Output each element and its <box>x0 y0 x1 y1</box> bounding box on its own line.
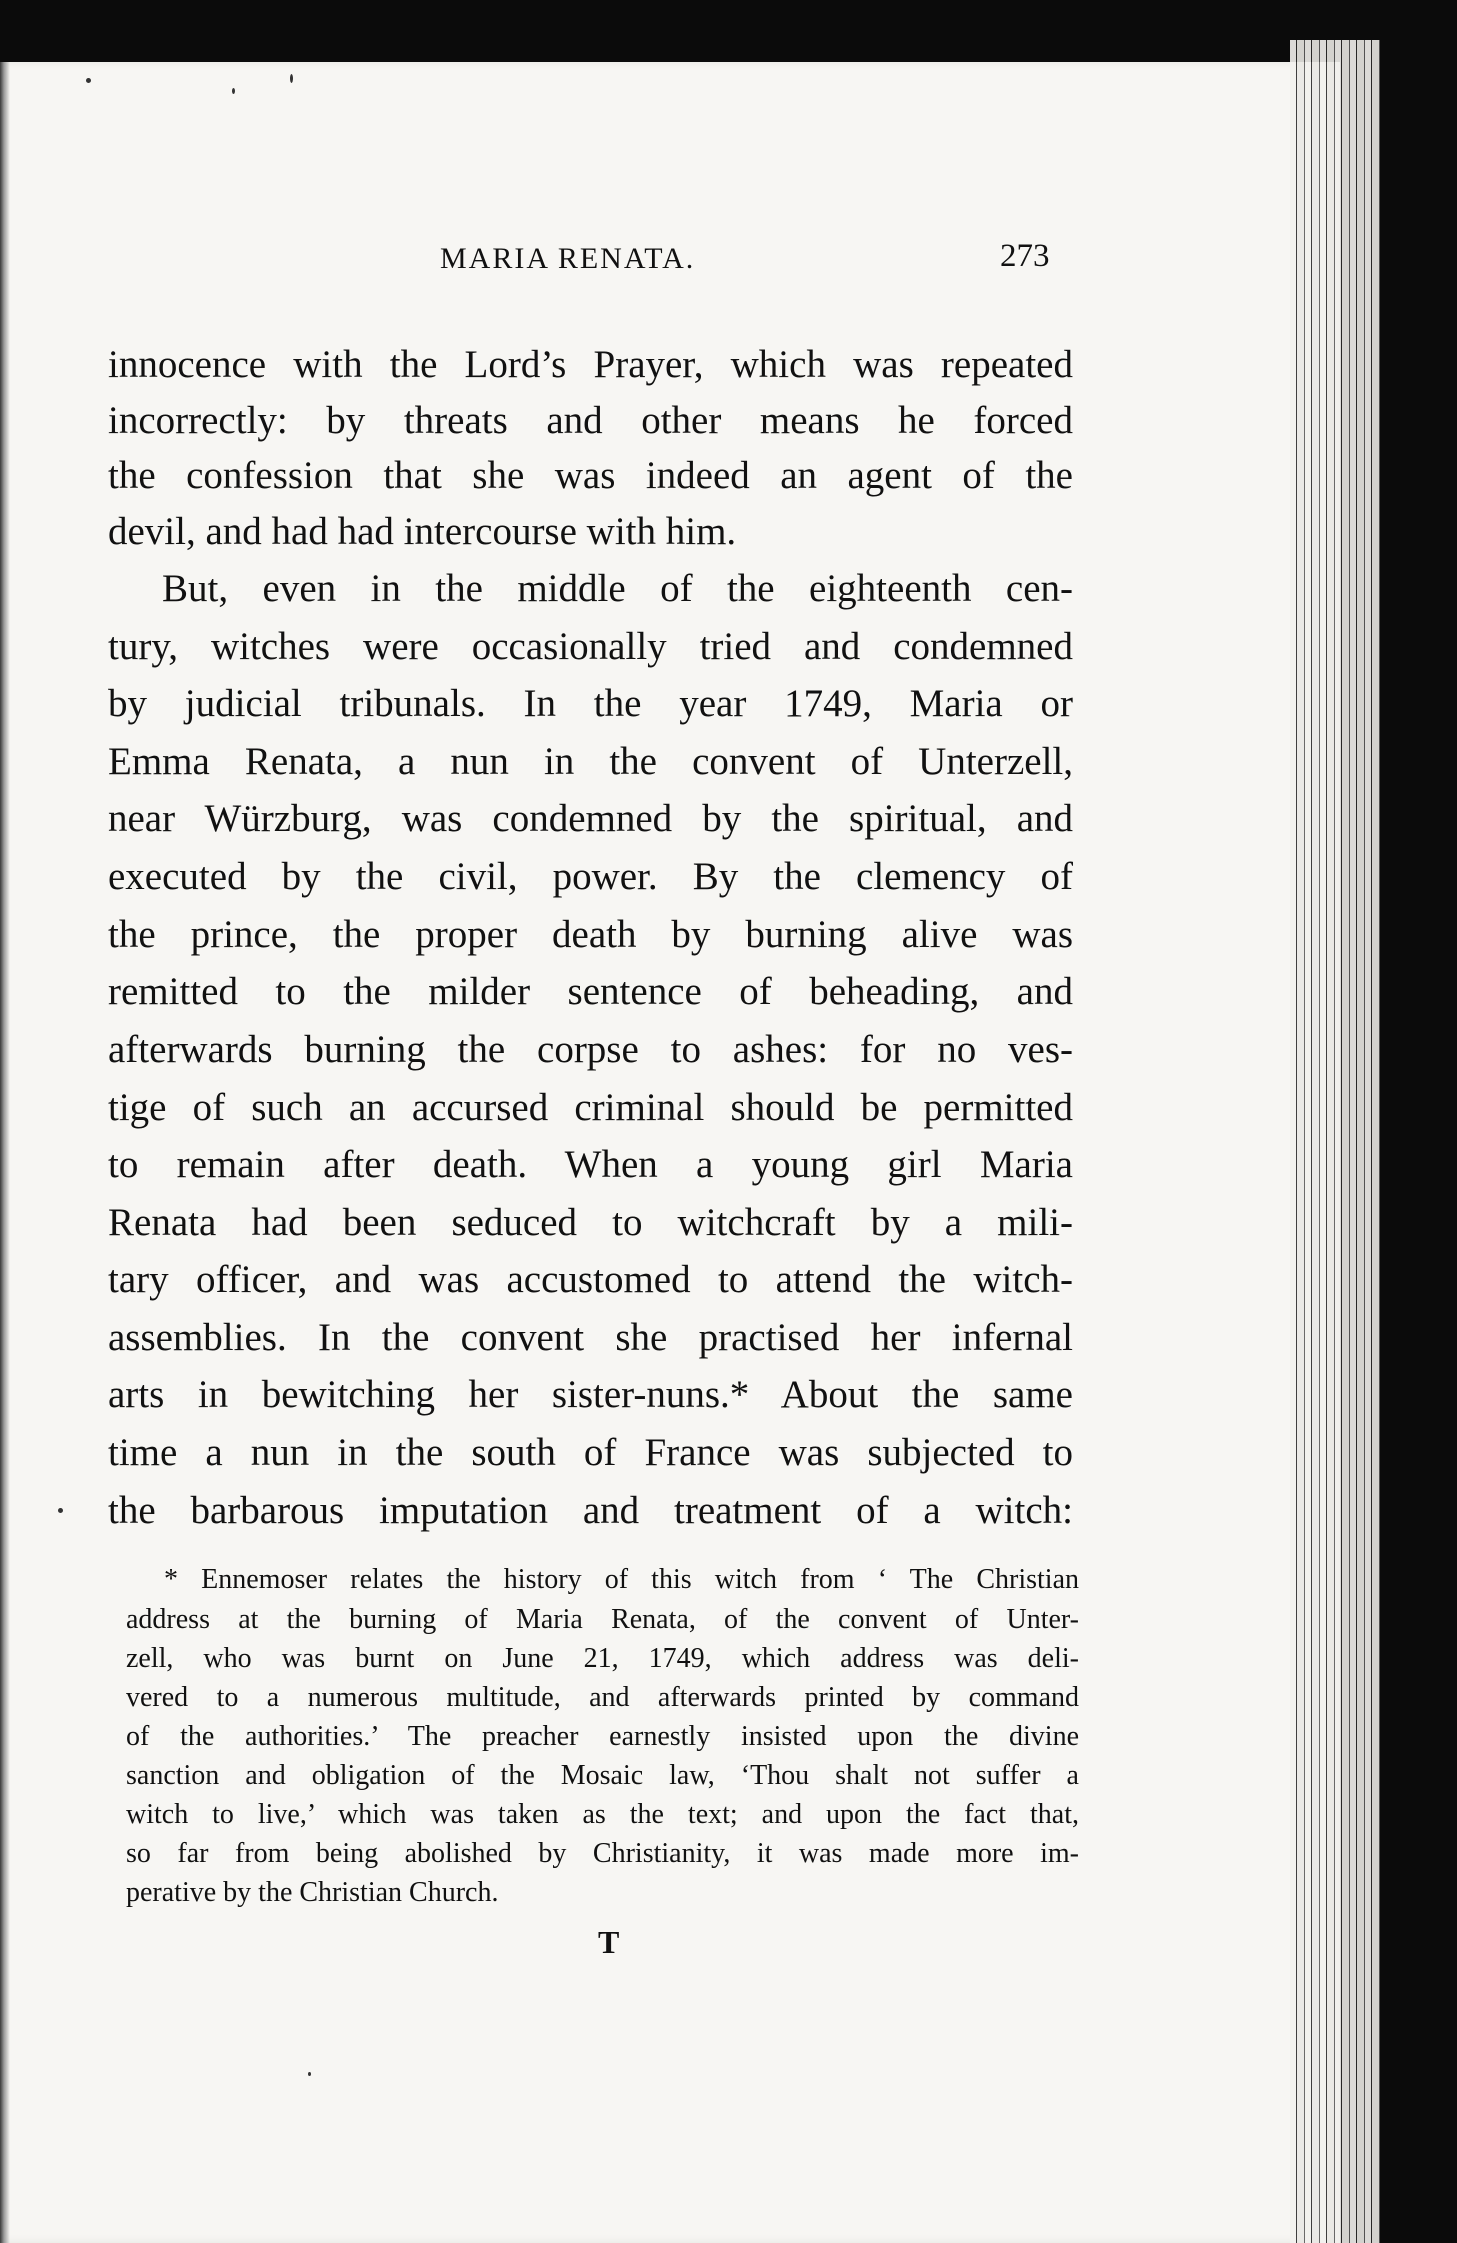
body-line: assemblies. In the convent she practised her infernal <box>108 1316 1073 1359</box>
body-line: Emma Renata, a nun in the convent of Unterzell, <box>108 740 1073 783</box>
body-line: to remain after death. When a young girl Maria <box>108 1143 1073 1186</box>
body-line: innocence with the Lord’s Prayer, which was repeated <box>108 343 1073 386</box>
body-line: the barbarous imputation and treatment of a witch: <box>108 1489 1073 1532</box>
body-line: the confession that she was indeed an agent of the <box>108 454 1073 497</box>
body-line: remitted to the milder sentence of beheading, and <box>108 970 1073 1013</box>
body-line: executed by the civil, power. By the clemency of <box>108 855 1073 898</box>
footnote-line: witch to live,’ which was taken as the text; and upon the fact that, <box>126 1799 1079 1830</box>
body-line: Renata had been seduced to witchcraft by a mili- <box>108 1201 1073 1244</box>
body-line: tige of such an accursed criminal should be permitted <box>108 1086 1073 1129</box>
body-line: tury, witches were occasionally tried and condemned <box>108 625 1073 668</box>
footnote-line: address at the burning of Maria Renata, of the convent of Unter- <box>126 1604 1079 1635</box>
body-line: near Würzburg, was condemned by the spiritual, and <box>108 797 1073 840</box>
body-line: the prince, the proper death by burning alive was <box>108 913 1073 956</box>
stacked-page-edges <box>1290 40 1380 2243</box>
running-head: MARIA RENATA. <box>440 242 696 275</box>
body-line: arts in bewitching her sister-nuns.* About the same <box>108 1373 1073 1416</box>
body-line: time a nun in the south of France was subjected to <box>108 1431 1073 1474</box>
body-line: afterwards burning the corpse to ashes: for no ves- <box>108 1028 1073 1071</box>
footnote-line: vered to a numerous multitude, and afterwards printed by command <box>126 1682 1079 1713</box>
footnote-line: so far from being abolished by Christianity, it was made more im- <box>126 1838 1079 1869</box>
scan-speck <box>58 1508 63 1513</box>
body-line: by judicial tribunals. In the year 1749, Maria or <box>108 682 1073 725</box>
body-line: But, even in the middle of the eighteenth cen- <box>162 567 1073 610</box>
body-line: tary officer, and was accustomed to attend the witch- <box>108 1258 1073 1301</box>
footnote-line: zell, who was burnt on June 21, 1749, which address was deli- <box>126 1643 1079 1674</box>
signature-mark: T <box>598 1924 620 1960</box>
page-number: 273 <box>1000 238 1050 274</box>
footnote-line: sanction and obligation of the Mosaic law, ‘Thou shalt not suffer a <box>126 1760 1079 1791</box>
footnote-line: perative by the Christian Church. <box>126 1877 499 1908</box>
scan-speck <box>308 2072 311 2076</box>
body-line: devil, and had had intercourse with him. <box>108 510 737 553</box>
footnote-line: * Ennemoser relates the history of this witch from ‘ The Christian <box>164 1564 1079 1595</box>
footnote-line: of the authorities.’ The preacher earnestly insisted upon the divine <box>126 1721 1079 1752</box>
body-line: incorrectly: by threats and other means he forced <box>108 399 1073 442</box>
scan-speck <box>290 74 293 83</box>
scan-speck <box>86 78 91 83</box>
scan-background <box>1380 0 1457 2243</box>
scan-speck <box>232 88 235 94</box>
page-gutter-shadow <box>0 62 10 2243</box>
